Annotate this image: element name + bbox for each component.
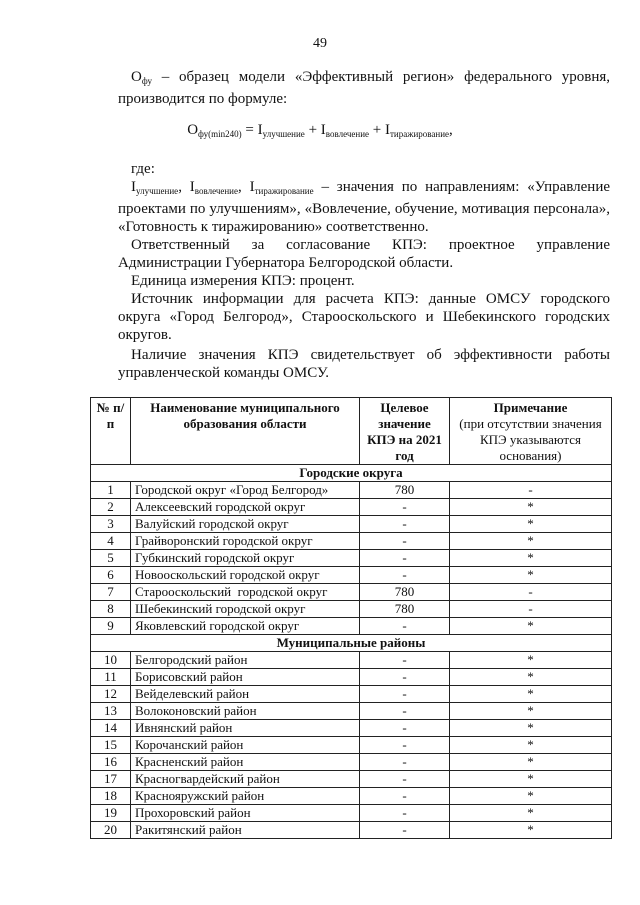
formula-term1: I bbox=[257, 122, 263, 138]
row-name: Городской округ «Город Белгород» bbox=[131, 482, 360, 499]
where-label: где: bbox=[131, 161, 155, 177]
where-definition bbox=[118, 178, 610, 236]
table-row bbox=[91, 703, 612, 720]
row-target: - bbox=[360, 516, 450, 533]
row-num: 5 bbox=[91, 550, 131, 567]
row-num: 16 bbox=[91, 754, 131, 771]
section-title: Городские округа bbox=[91, 465, 612, 482]
table-row bbox=[91, 754, 612, 771]
header-num: № п/п bbox=[91, 398, 131, 465]
row-num: 14 bbox=[91, 720, 131, 737]
row-name: Корочанский район bbox=[131, 737, 360, 754]
section-row-municipal-districts bbox=[91, 635, 612, 652]
row-num: 19 bbox=[91, 805, 131, 822]
row-num: 8 bbox=[91, 601, 131, 618]
row-note: - bbox=[450, 584, 612, 601]
section-title: Муниципальные районы bbox=[91, 635, 612, 652]
row-num: 17 bbox=[91, 771, 131, 788]
row-note: * bbox=[450, 788, 612, 805]
formula-term2: I bbox=[320, 122, 326, 138]
row-target: - bbox=[360, 669, 450, 686]
row-note: * bbox=[450, 567, 612, 584]
row-name: Шебекинский городской округ bbox=[131, 601, 360, 618]
row-target: - bbox=[360, 533, 450, 550]
row-target: - bbox=[360, 703, 450, 720]
row-target: - bbox=[360, 550, 450, 567]
table-row bbox=[91, 482, 612, 499]
row-target: - bbox=[360, 499, 450, 516]
row-target: - bbox=[360, 720, 450, 737]
def-subscript: фу bbox=[141, 76, 152, 86]
row-name: Новооскольский городской округ bbox=[131, 567, 360, 584]
row-target: 780 bbox=[360, 482, 450, 499]
row-target: - bbox=[360, 652, 450, 669]
row-name: Алексеевский городской округ bbox=[131, 499, 360, 516]
row-num: 7 bbox=[91, 584, 131, 601]
row-num: 13 bbox=[91, 703, 131, 720]
row-name: Валуйский городской округ bbox=[131, 516, 360, 533]
row-note: * bbox=[450, 737, 612, 754]
row-note: * bbox=[450, 550, 612, 567]
row-note: * bbox=[450, 686, 612, 703]
table-header-row bbox=[91, 398, 612, 465]
row-name: Красненский район bbox=[131, 754, 360, 771]
responsible-paragraph: Ответственный за согласование КПЭ: проектное управление Администрации Губернатора Белгородской области. bbox=[118, 237, 610, 271]
header-note-body: (при отсутствии значения КПЭ указываются основания) bbox=[459, 416, 602, 463]
table-row bbox=[91, 550, 612, 567]
where-i2: I bbox=[189, 179, 195, 195]
page-number: 49 bbox=[313, 36, 327, 51]
where-text: – значения по направлениям: «Управление проектами по улучшениям», «Вовлечение, обучение, мотивация персонала», «Готовность к тиражированию» соответственно. bbox=[118, 179, 610, 235]
where-sep1: , bbox=[178, 179, 190, 195]
row-note: * bbox=[450, 533, 612, 550]
row-note: - bbox=[450, 601, 612, 618]
where-i3: I bbox=[249, 179, 255, 195]
row-num: 4 bbox=[91, 533, 131, 550]
row-note: * bbox=[450, 652, 612, 669]
header-target: Целевое значение КПЭ на 2021 год bbox=[360, 398, 450, 465]
table-row bbox=[91, 567, 612, 584]
table-row bbox=[91, 737, 612, 754]
table-row bbox=[91, 669, 612, 686]
row-name: Ракитянский район bbox=[131, 822, 360, 839]
row-name: Грайворонский городской округ bbox=[131, 533, 360, 550]
row-note: * bbox=[450, 516, 612, 533]
row-target: - bbox=[360, 686, 450, 703]
table-row bbox=[91, 686, 612, 703]
row-note: * bbox=[450, 771, 612, 788]
table-row bbox=[91, 720, 612, 737]
row-num: 10 bbox=[91, 652, 131, 669]
source-paragraph: Источник информации для расчета КПЭ: данные ОМСУ городского округа «Город Белгород», Старооскольского и Шебекинского городских округов. bbox=[118, 291, 610, 343]
table-row bbox=[91, 584, 612, 601]
row-target: 780 bbox=[360, 584, 450, 601]
table-row bbox=[91, 618, 612, 635]
kpe-table bbox=[90, 397, 612, 839]
table-row bbox=[91, 499, 612, 516]
row-num: 12 bbox=[91, 686, 131, 703]
formula-lhs: О bbox=[187, 122, 199, 138]
where-i1: I bbox=[131, 179, 136, 195]
table-row bbox=[91, 652, 612, 669]
formula-lhs-sub: фу(min240) bbox=[198, 129, 242, 139]
row-target: - bbox=[360, 822, 450, 839]
formula bbox=[0, 122, 640, 139]
formula-eq: = bbox=[241, 122, 258, 138]
row-name: Старооскольский городской округ bbox=[131, 584, 360, 601]
where-block bbox=[118, 160, 610, 382]
row-target: - bbox=[360, 567, 450, 584]
row-num: 1 bbox=[91, 482, 131, 499]
section-row-city-districts bbox=[91, 465, 612, 482]
row-note: * bbox=[450, 720, 612, 737]
intro-paragraph bbox=[118, 68, 610, 108]
row-note: * bbox=[450, 669, 612, 686]
row-name: Прохоровский район bbox=[131, 805, 360, 822]
row-note: - bbox=[450, 482, 612, 499]
table-row bbox=[91, 516, 612, 533]
row-target: 780 bbox=[360, 601, 450, 618]
row-target: - bbox=[360, 805, 450, 822]
formula-term3: I bbox=[384, 122, 390, 138]
row-target: - bbox=[360, 754, 450, 771]
row-note: * bbox=[450, 703, 612, 720]
header-name: Наименование муниципального образования области bbox=[131, 398, 360, 465]
row-num: 3 bbox=[91, 516, 131, 533]
formula-term1-sub: улучшение bbox=[262, 129, 305, 139]
row-num: 11 bbox=[91, 669, 131, 686]
row-num: 15 bbox=[91, 737, 131, 754]
formula-end: , bbox=[449, 122, 453, 138]
row-note: * bbox=[450, 499, 612, 516]
def-text: – образец модели «Эффективный регион» федерального уровня, производится по формуле: bbox=[118, 69, 610, 107]
table-row bbox=[91, 601, 612, 618]
row-num: 6 bbox=[91, 567, 131, 584]
row-note: * bbox=[450, 822, 612, 839]
row-num: 9 bbox=[91, 618, 131, 635]
row-note: * bbox=[450, 754, 612, 771]
row-name: Губкинский городской округ bbox=[131, 550, 360, 567]
header-note-title: Примечание bbox=[493, 400, 568, 415]
row-note: * bbox=[450, 618, 612, 635]
formula-term2-sub: вовлечение bbox=[325, 129, 370, 139]
row-name: Краснояружский район bbox=[131, 788, 360, 805]
row-num: 20 bbox=[91, 822, 131, 839]
where-sep2: , bbox=[238, 179, 250, 195]
row-target: - bbox=[360, 788, 450, 805]
def-symbol: О bbox=[131, 69, 142, 85]
table-row bbox=[91, 822, 612, 839]
row-num: 18 bbox=[91, 788, 131, 805]
where-sub3: тиражирование bbox=[254, 186, 314, 196]
row-name: Вейделевский район bbox=[131, 686, 360, 703]
table-row bbox=[91, 771, 612, 788]
header-note bbox=[450, 398, 612, 465]
formula-term3-sub: тиражирование bbox=[389, 129, 450, 139]
row-target: - bbox=[360, 618, 450, 635]
formula-plus2: + bbox=[369, 122, 385, 138]
row-name: Белгородский район bbox=[131, 652, 360, 669]
row-name: Волоконовский район bbox=[131, 703, 360, 720]
row-target: - bbox=[360, 737, 450, 754]
row-num: 2 bbox=[91, 499, 131, 516]
table-row bbox=[91, 533, 612, 550]
row-name: Борисовский район bbox=[131, 669, 360, 686]
where-sub2: вовлечение bbox=[194, 186, 238, 196]
unit-paragraph: Единица измерения КПЭ: процент. bbox=[131, 273, 355, 289]
table-row bbox=[91, 788, 612, 805]
table-row bbox=[91, 805, 612, 822]
row-name: Ивнянский район bbox=[131, 720, 360, 737]
row-name: Яковлевский городской округ bbox=[131, 618, 360, 635]
presence-paragraph: Наличие значения КПЭ свидетельствует об эффективности работы управленческой команды ОМСУ. bbox=[118, 347, 610, 381]
row-name: Красногвардейский район bbox=[131, 771, 360, 788]
where-sub1: улучшение bbox=[136, 186, 179, 196]
formula-plus1: + bbox=[304, 122, 321, 138]
row-note: * bbox=[450, 805, 612, 822]
row-target: - bbox=[360, 771, 450, 788]
